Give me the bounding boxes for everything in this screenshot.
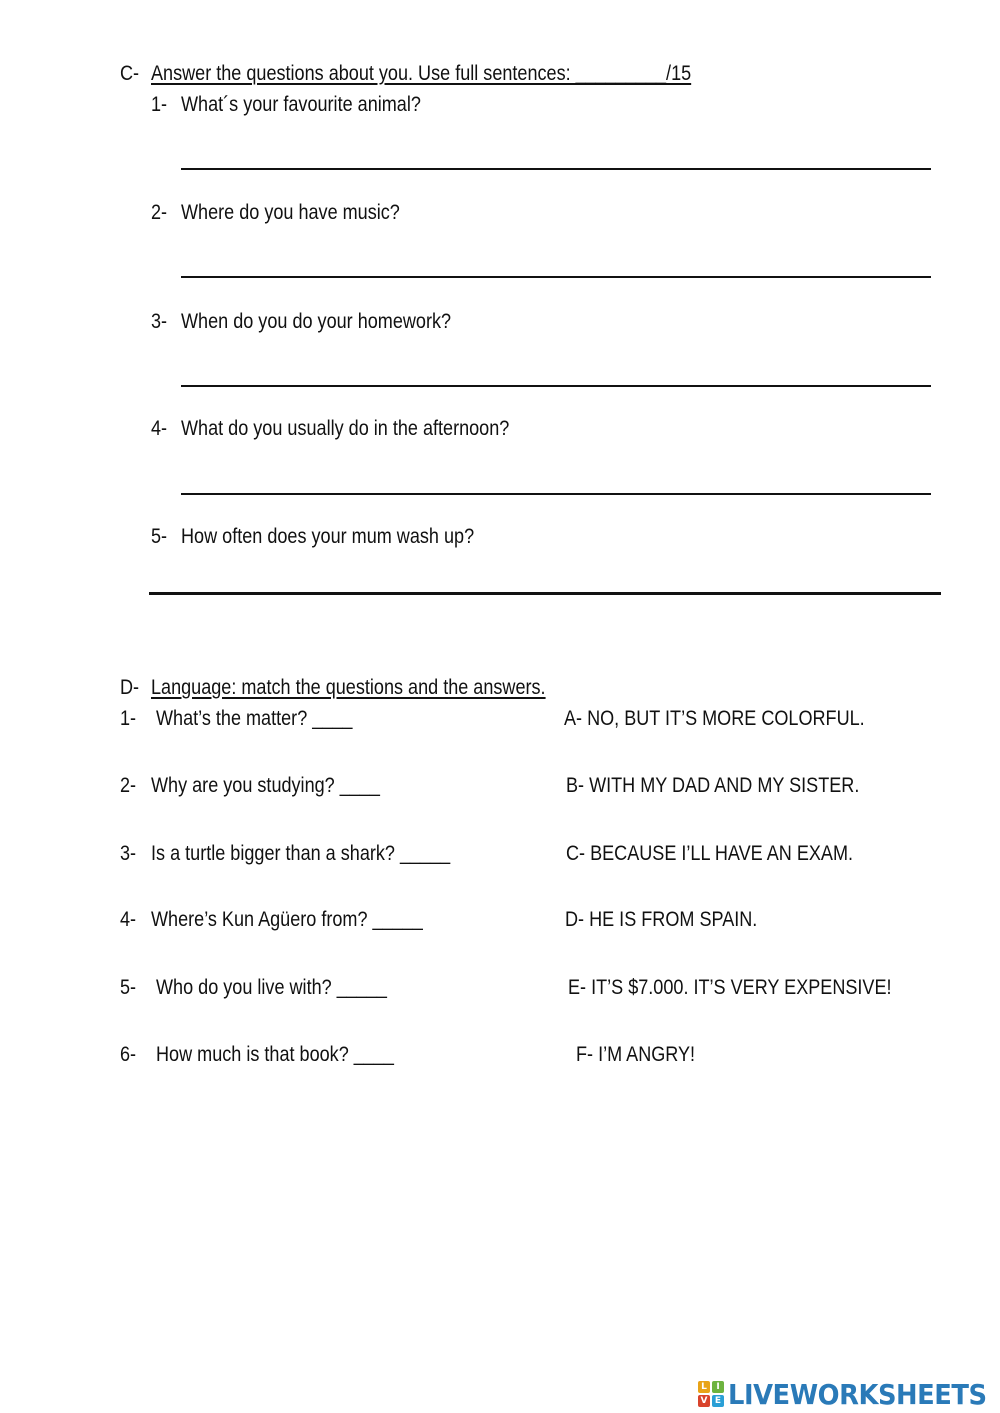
question-c3-text: When do you do your homework? [181, 310, 452, 333]
question-c5-number: 5- [151, 525, 168, 548]
question-c4-number: 4- [151, 417, 168, 440]
question-d1-number: 1- [120, 707, 137, 730]
question-d5-text: Who do you live with? _____ [156, 976, 387, 999]
answer-d-d: D- HE IS FROM SPAIN. [565, 908, 758, 931]
answer-line-c5[interactable] [149, 592, 941, 595]
section-c-heading: Answer the questions about you. Use full sentences: _________/15 [151, 62, 692, 85]
answer-d-a: A- NO, BUT IT’S MORE COLORFUL. [564, 707, 865, 730]
answer-d-b: B- WITH MY DAD AND MY SISTER. [566, 774, 860, 797]
question-d1-text: What’s the matter? ____ [156, 707, 353, 730]
answer-line-c4[interactable] [181, 493, 931, 495]
answer-line-c3[interactable] [181, 385, 931, 387]
question-d2-number: 2- [120, 774, 137, 797]
section-d-heading: Language: match the questions and the answers. [151, 676, 546, 699]
question-c1-number: 1- [151, 93, 168, 116]
liveworksheets-logo[interactable] [698, 1376, 1000, 1412]
section-d-marker: D- [120, 676, 140, 699]
question-d3-number: 3- [120, 842, 137, 865]
logo-text: LIVEWORKSHEETS [728, 1377, 987, 1411]
answer-line-c2[interactable] [181, 276, 931, 278]
question-d6-number: 6- [120, 1043, 137, 1066]
answer-d-c: C- BECAUSE I’LL HAVE AN EXAM. [566, 842, 854, 865]
question-d5-number: 5- [120, 976, 137, 999]
logo-block: I [712, 1381, 724, 1393]
question-c2-number: 2- [151, 201, 168, 224]
logo-blocks-icon [698, 1381, 724, 1407]
answer-d-f: F- I’M ANGRY! [576, 1043, 696, 1066]
question-c5-text: How often does your mum wash up? [181, 525, 475, 548]
answer-line-c1[interactable] [181, 168, 931, 170]
question-d2-text: Why are you studying? ____ [151, 774, 380, 797]
logo-block: V [698, 1395, 710, 1407]
question-c2-text: Where do you have music? [181, 201, 400, 224]
question-d3-text: Is a turtle bigger than a shark? _____ [151, 842, 451, 865]
question-c1-text: What´s your favourite animal? [181, 93, 421, 116]
question-c3-number: 3- [151, 310, 168, 333]
question-d6-text: How much is that book? ____ [156, 1043, 394, 1066]
section-c-marker: C- [120, 62, 140, 85]
logo-block: L [698, 1381, 710, 1393]
question-c4-text: What do you usually do in the afternoon? [181, 417, 510, 440]
question-d4-number: 4- [120, 908, 137, 931]
answer-d-e: E- IT’S $7.000. IT’S VERY EXPENSIVE! [568, 976, 892, 999]
question-d4-text: Where’s Kun Agüero from? _____ [151, 908, 423, 931]
logo-block: E [712, 1395, 724, 1407]
